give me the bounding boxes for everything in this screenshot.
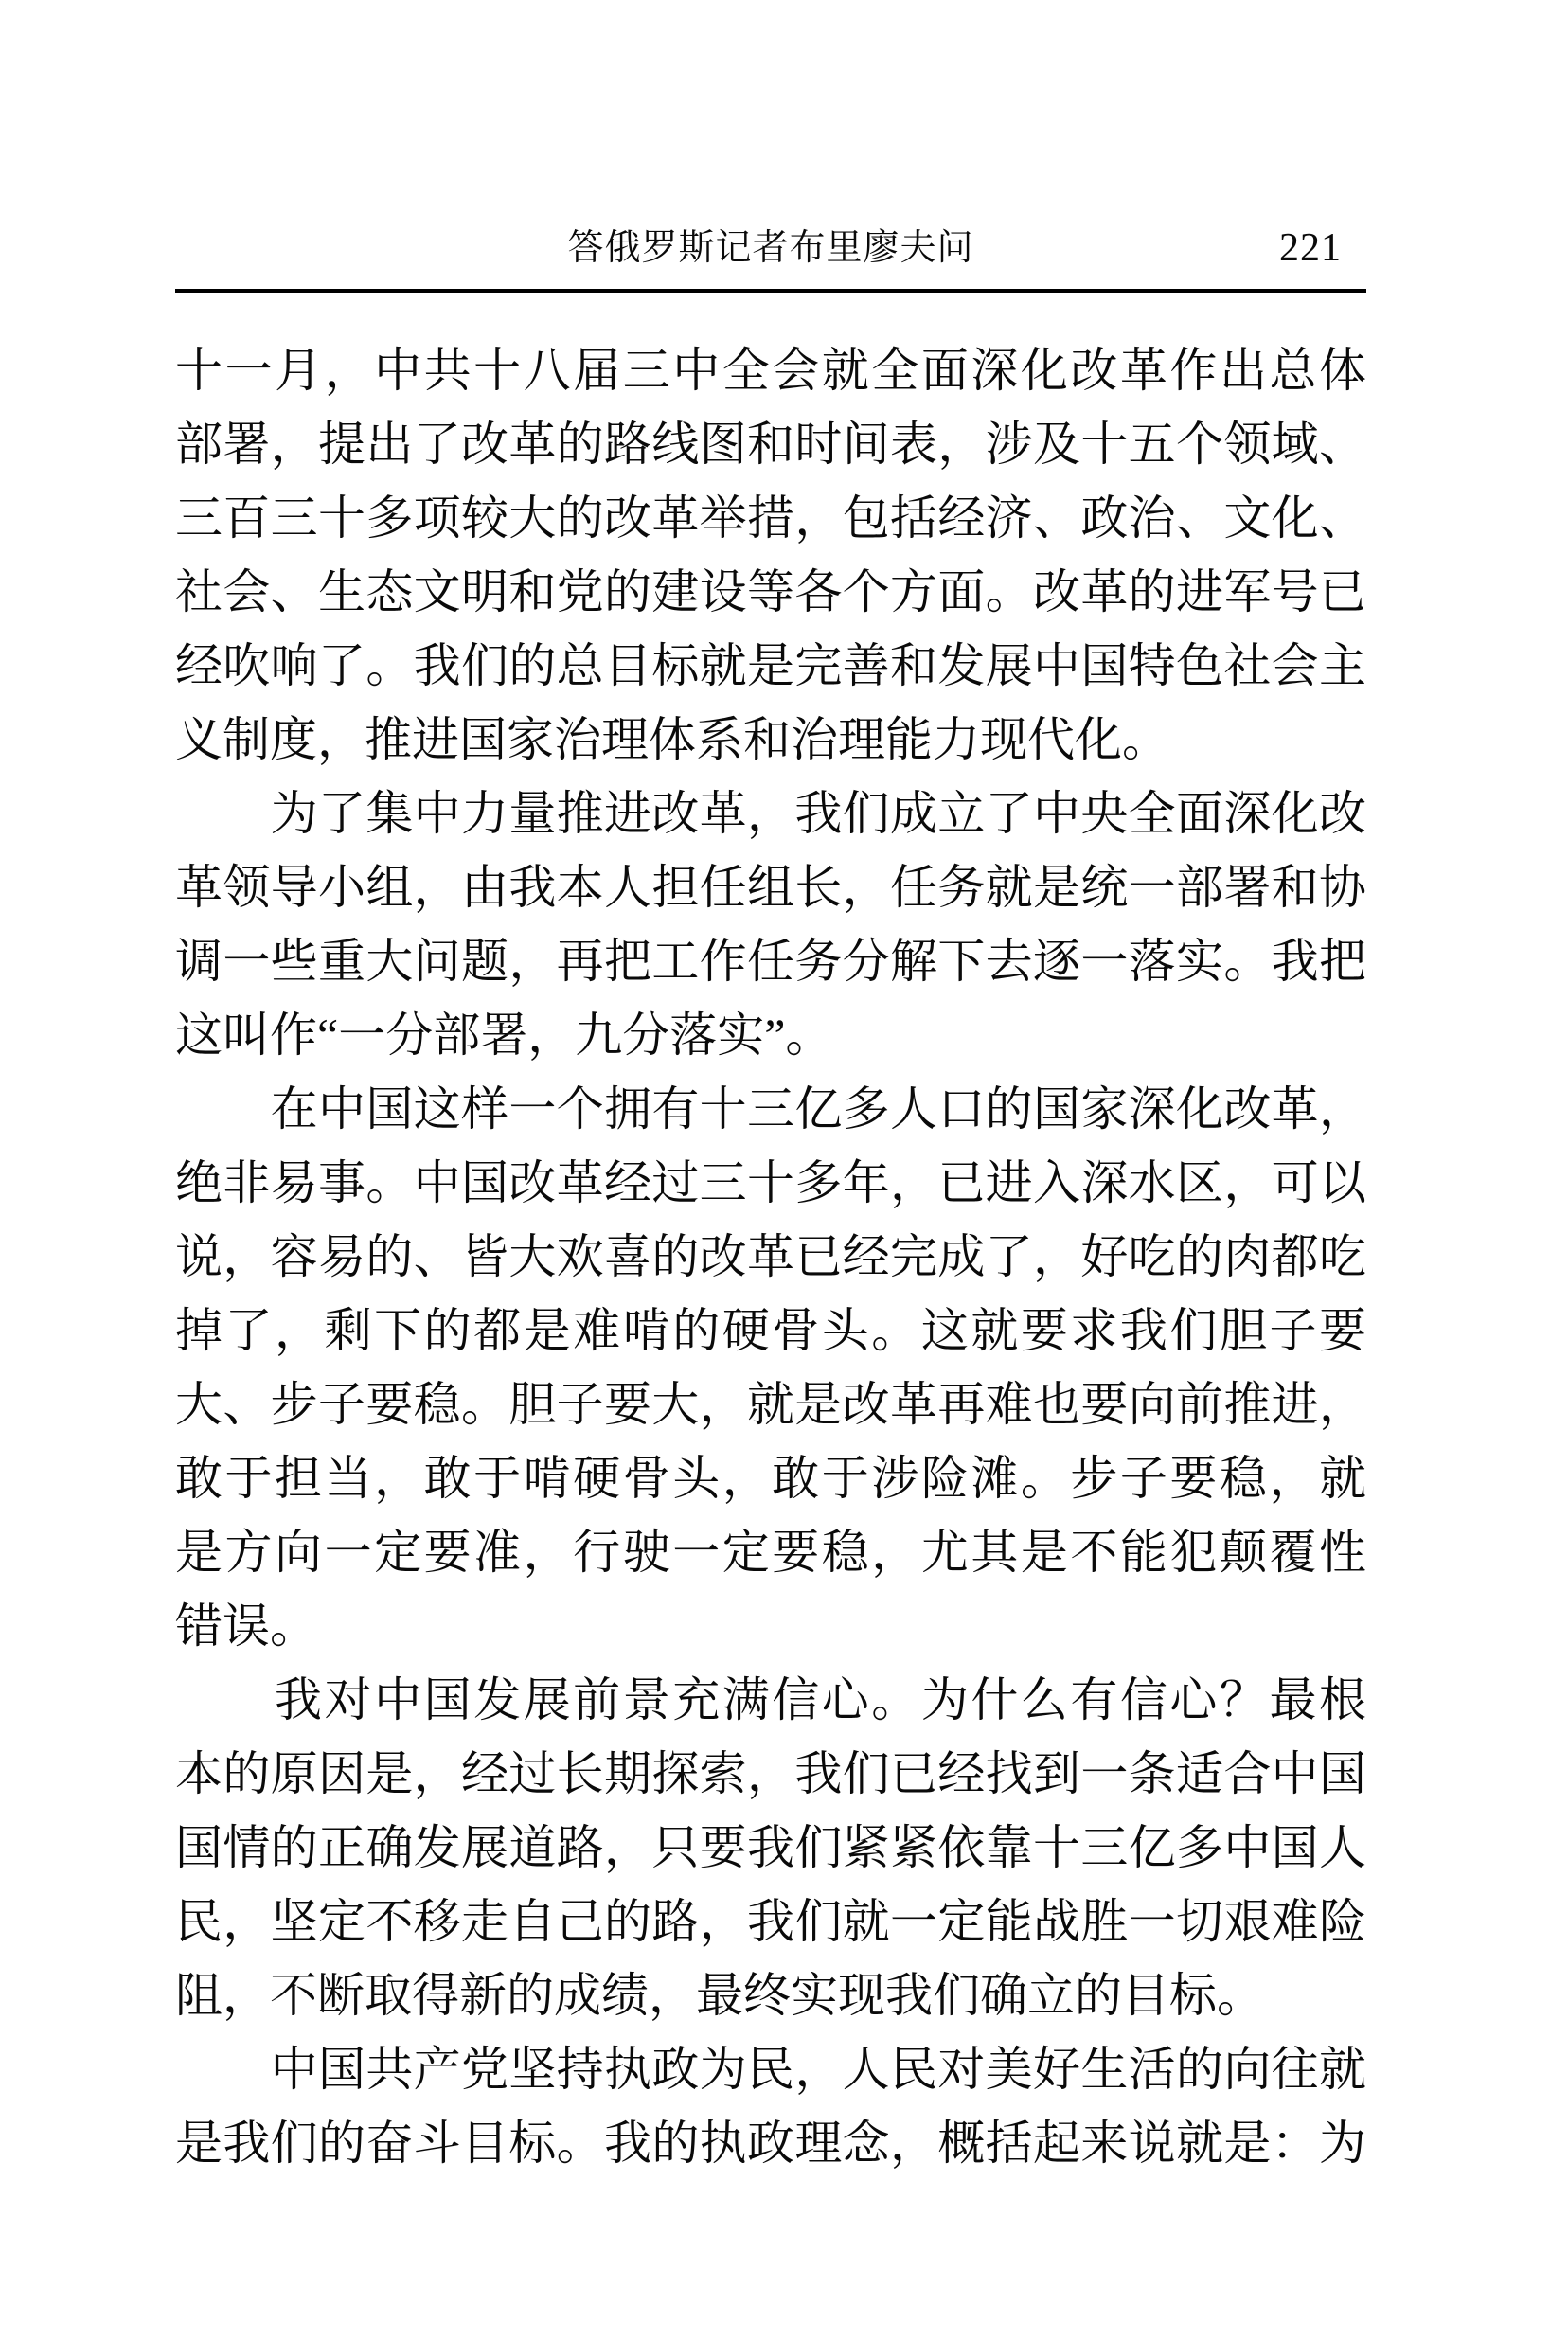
text-line: 部署，提出了改革的路线图和时间表，涉及十五个领域、 — [175, 418, 1366, 471]
page-number: 221 — [1279, 226, 1342, 270]
text-line: 绝非易事。中国改革经过三十多年，已进入深水区，可以 — [175, 1156, 1366, 1209]
text-line: 在中国这样一个拥有十三亿多人口的国家深化改革， — [175, 1082, 1366, 1135]
text-line: 敢于担当，敢于啃硬骨头，敢于涉险滩。步子要稳，就 — [175, 1452, 1366, 1505]
text-line: 是我们的奋斗目标。我的执政理念，概括起来说就是：为 — [175, 2117, 1366, 2170]
text-line: 大、步子要稳。胆子要大，就是改革再难也要向前推进， — [175, 1378, 1366, 1431]
text-line: 说，容易的、皆大欢喜的改革已经完成了，好吃的肉都吃 — [175, 1230, 1366, 1283]
text-line: 三百三十多项较大的改革举措，包括经济、政治、文化、 — [175, 492, 1366, 545]
text-line: 社会、生态文明和党的建设等各个方面。改革的进军号已 — [175, 565, 1366, 618]
text-line: 错误。 — [175, 1600, 317, 1653]
text-line: 经吹响了。我们的总目标就是完善和发展中国特色社会主 — [175, 639, 1366, 692]
text-line: 十一月，中共十八届三中全会就全面深化改革作出总体 — [175, 344, 1366, 397]
text-line: 民，坚定不移走自己的路，我们就一定能战胜一切艰难险 — [175, 1895, 1366, 1948]
text-line: 为了集中力量推进改革，我们成立了中央全面深化改 — [175, 787, 1366, 840]
text-line: 掉了，剩下的都是难啃的硬骨头。这就要求我们胆子要 — [175, 1304, 1366, 1357]
text-line: 我对中国发展前景充满信心。为什么有信心？最根 — [175, 1673, 1366, 1726]
text-line: 阻，不断取得新的成绩，最终实现我们确立的目标。 — [175, 1969, 1264, 2022]
page-header — [175, 223, 1366, 277]
text-line: 中国共产党坚持执政为民，人民对美好生活的向往就 — [175, 2043, 1366, 2096]
body-text — [175, 333, 1366, 2180]
text-line: 国情的正确发展道路，只要我们紧紧依靠十三亿多中国人 — [175, 1821, 1366, 1874]
text-line: 义制度，推进国家治理体系和治理能力现代化。 — [175, 713, 1169, 766]
text-line: 这叫作“一分部署，九分落实”。 — [175, 1009, 833, 1062]
header-divider-rule — [175, 289, 1366, 293]
running-head-title: 答俄罗斯记者布里廖夫问 — [567, 228, 974, 268]
text-line: 是方向一定要准，行驶一定要稳，尤其是不能犯颠覆性 — [175, 1526, 1366, 1579]
text-line: 革领导小组，由我本人担任组长，任务就是统一部署和协 — [175, 861, 1366, 914]
text-line: 本的原因是，经过长期探索，我们已经找到一条适合中国 — [175, 1747, 1366, 1800]
text-line: 调一些重大问题，再把工作任务分解下去逐一落实。我把 — [175, 935, 1366, 988]
